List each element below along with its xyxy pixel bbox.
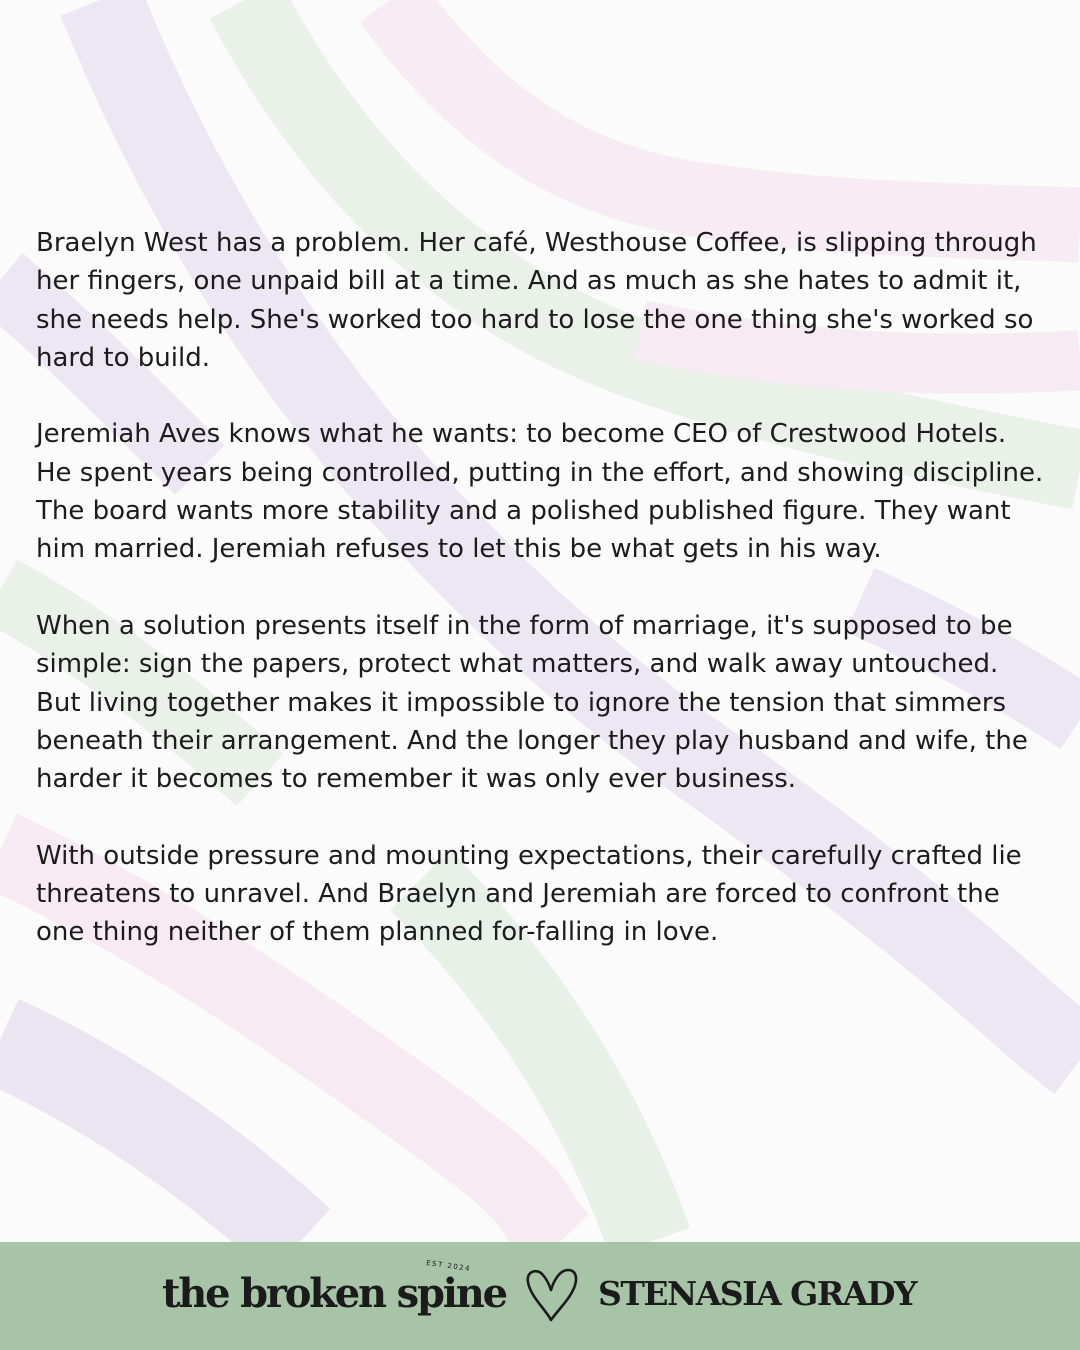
blurb-paragraph-1: Braelyn West has a problem. Her café, Westhouse Coffee, is slipping through her fingers, one unpaid bill at a time. And as much as she hates to admit it, she needs help. She's worked too hard to lose the one thing she's worked so hard to build. — [36, 228, 1037, 373]
stripe-lavender-bottom — [0, 1040, 300, 1242]
author-name: STENASIA GRADY — [598, 1274, 917, 1313]
brand-est-label: EST 2024 — [425, 1258, 472, 1274]
blurb-paragraph-3: When a solution presents itself in the form of marriage, it's supposed to be simple: sign the papers, protect what matters, and walk away untouched. But living together makes it impossible to ignore the tension that simmers beneath their arrangement. And the longer they play husband and wife, the harder it becomes to remember it was only ever business. — [36, 610, 1028, 795]
brand-logo-text: the broken spine — [162, 1270, 506, 1317]
book-blurb — [36, 224, 1046, 990]
blurb-paragraph-2: Jeremiah Aves knows what he wants: to become CEO of Crestwood Hotels. He spent years being controlled, putting in the effort, and showing discipline. The board wants more stability and a polished published figure. They want him married. Jeremiah refuses to let this be what gets in his way. — [36, 419, 1044, 565]
blurb-paragraph-4: With outside pressure and mounting expectations, their carefully crafted lie threatens to unravel. And Braelyn and Jeremiah are forced to confront the one thing neither of them planned for-falling in love. — [36, 840, 1022, 948]
heart-outline-icon — [524, 1266, 580, 1324]
stripe-pink-top — [390, 0, 1080, 225]
